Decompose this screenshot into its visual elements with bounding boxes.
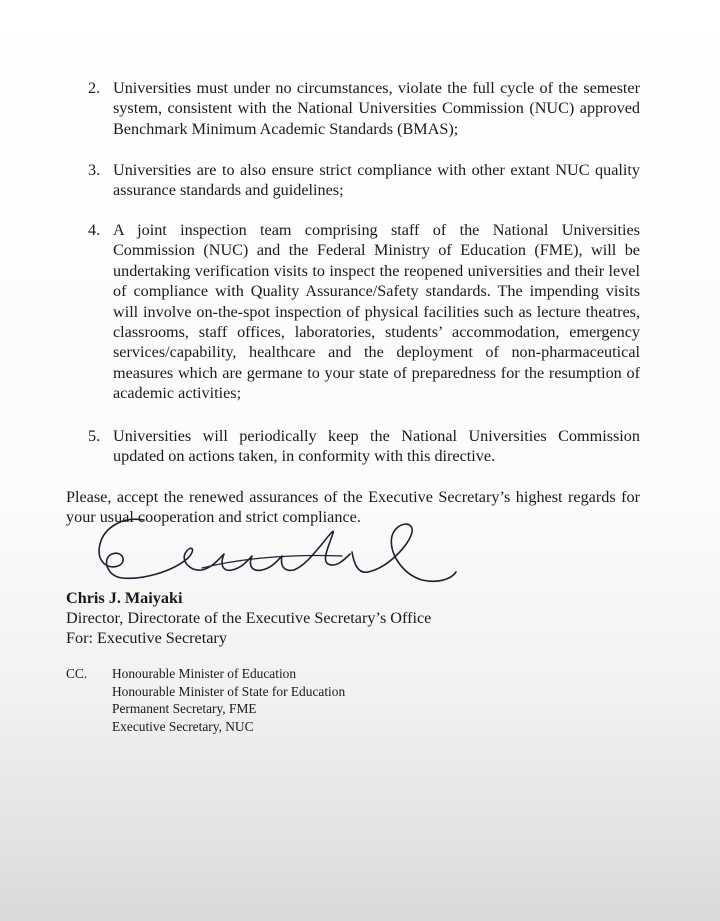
list-number: 4. — [88, 221, 101, 239]
signer-for-line: For: Executive Secretary — [66, 629, 227, 647]
cc-recipient: Permanent Secretary, FME — [112, 701, 257, 717]
cc-recipient: Honourable Minister of State for Education — [112, 683, 346, 699]
list-number: 3. — [88, 161, 101, 179]
list-item-3 — [88, 160, 640, 201]
list-number: 5. — [88, 427, 101, 445]
cc-recipient-list — [112, 665, 345, 735]
list-item-text: A joint inspection team comprising staff of the National Universities Commission (NUC) and the Federal Ministry of Education (FME), will be undertaking verification visits to inspect the reopened universities and their level of compliance with Quality Assurance/Safety standards. The impending visits will involve on-the-spot inspection of physical facilities such as lecture theatres, classrooms, staff offices, laboratories, students’ accommodation, emergency services/capability, healthcare and the deployment of non-pharmaceutical measures which are germane to your state of preparedness for the resumption of academic activities; — [113, 221, 640, 403]
list-item-2 — [88, 78, 640, 139]
list-item-text: Universities will periodically keep the National Universities Commission updated on actions taken, in conformity with this directive. — [113, 427, 640, 466]
cc-label: CC. — [66, 666, 88, 681]
signer-title: Director, Directorate of the Executive Secretary’s Office — [66, 609, 432, 627]
cc-recipient: Honourable Minister of Education — [112, 666, 297, 681]
list-item-5 — [88, 426, 640, 467]
list-item-text: Universities must under no circumstances, violate the full cycle of the semester system, consistent with the National Universities Commission (NUC) approved Benchmark Minimum Academic Standards (BMAS); — [113, 79, 640, 138]
cc-recipient: Executive Secretary, NUC — [112, 718, 254, 734]
list-item-text: Universities are to also ensure strict compliance with other extant NUC quality assurance standards and guidelines; — [113, 161, 640, 200]
list-item-4 — [88, 220, 640, 404]
signer-name: Chris J. Maiyaki — [66, 589, 183, 607]
list-number: 2. — [88, 79, 101, 97]
closing-paragraph: Please, accept the renewed assurances of the Executive Secretary’s highest regards for your usual cooperation and strict compliance. — [66, 488, 640, 527]
